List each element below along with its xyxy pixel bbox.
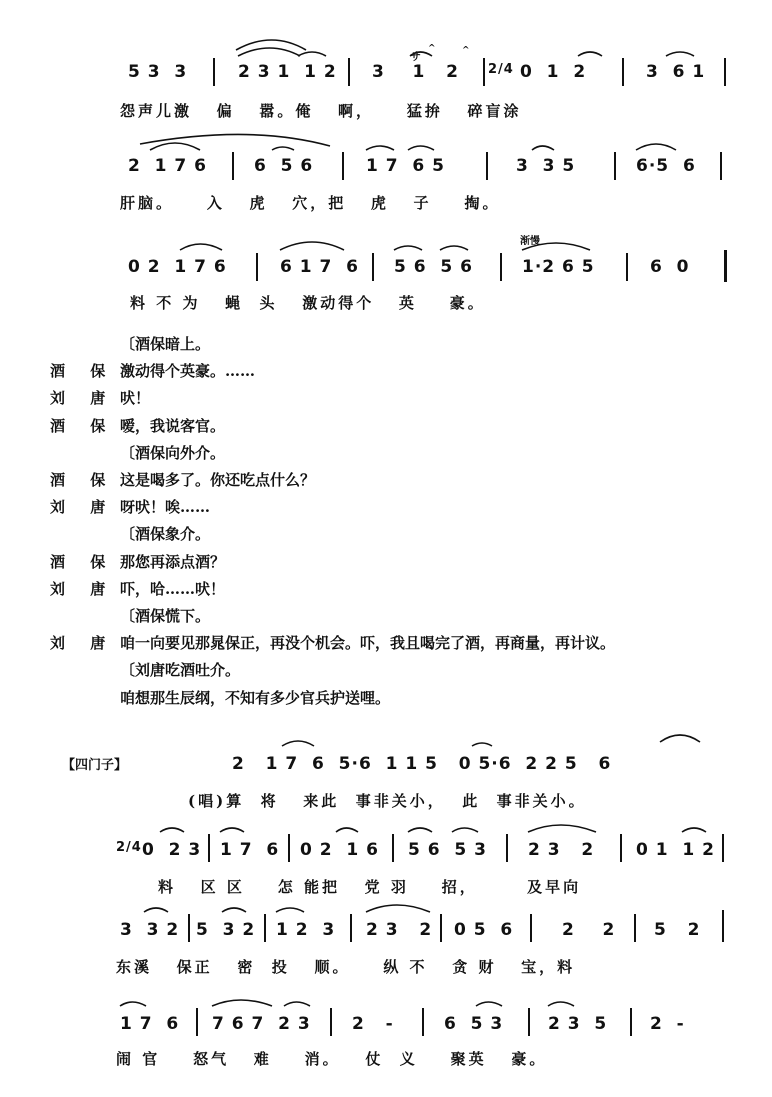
dialogue-text: 吓，哈……吠！ xyxy=(120,579,226,598)
notation-measure: 2 - xyxy=(650,1014,685,1034)
notation-measure: 2 - xyxy=(352,1014,394,1034)
notation-measure: 3 6 1 xyxy=(646,62,706,82)
lyric-line: 料 区 区 怎 能把 党 羽 招， 及早向 xyxy=(158,878,582,896)
notation-measure: 1 7 6 xyxy=(120,1014,180,1034)
stage-direction: 〔酒保象介。 xyxy=(120,525,211,544)
dialogue-text: 咱一向要见那晁保正，再没个机会。吓，我且喝完了酒，再商量，再计议。 xyxy=(120,634,616,653)
notation-measure: 2 3 2 xyxy=(366,920,433,940)
notation-measure: 5 3 2 xyxy=(196,920,256,940)
lyric-line: 怨声儿激 偏 嚣。俺 啊， 猛拚 碎盲涂 xyxy=(120,102,522,120)
speaker-name: 酒 保 xyxy=(50,416,116,435)
stage-direction: 咱想那生辰纲，不知有多少官兵护送哩。 xyxy=(120,688,391,707)
notation-measure: 3 1 2 xyxy=(372,62,459,82)
lyric-line: 东溪 保正 密 投 顺。 纵 不 贪 财 宝，料 xyxy=(116,958,576,976)
notation-measure: 0 2 3 xyxy=(142,840,202,860)
notation-measure: 7 6 7 2 3 xyxy=(212,1014,311,1034)
notation-measure: 6 5 6 xyxy=(254,156,314,176)
notation-measure: 3 3 2 xyxy=(120,920,180,940)
qupai-label: 【四门子】 xyxy=(62,758,128,773)
notation-measure: 2 2 xyxy=(562,920,616,940)
notation-measure: 6 1 7 6 xyxy=(280,257,359,277)
speaker-name: 酒 保 xyxy=(50,362,116,381)
notation-measure: 5 6 5 6 xyxy=(394,257,473,277)
notation-measure: 0 2 1 7 6 xyxy=(128,257,227,277)
dialogue-text: 嗳，我说客官。 xyxy=(120,416,226,435)
sa-mark: サ xyxy=(410,50,421,63)
time-signature: 2/4 xyxy=(488,62,514,77)
dialogue-text: 吠！ xyxy=(120,389,151,408)
notation-measure: 5 6 5 3 xyxy=(408,840,487,860)
tempo-mark: 渐慢 xyxy=(520,236,540,247)
speaker-name: 刘 唐 xyxy=(50,389,116,408)
fermata-mark: ^ xyxy=(462,46,470,56)
lyric-line: (唱)算 将 来此 事非关小， 此 事非关小。 xyxy=(188,792,587,810)
stage-direction: 〔刘唐吃酒吐介。 xyxy=(120,661,241,680)
notation-measure: 1 2 3 xyxy=(276,920,336,940)
notation-measure: 5 3 3 xyxy=(128,62,188,82)
notation-measure: 6·5 6 xyxy=(636,156,696,176)
dialogue-text: 这是喝多了。你还吃点什么？ xyxy=(120,471,316,489)
notation-measure: 2 3 1 1 2 xyxy=(238,62,337,82)
notation-measure: 0 2 1 6 xyxy=(300,840,379,860)
dialogue-text: 激动得个英豪。…… xyxy=(120,362,256,381)
speaker-name: 酒 保 xyxy=(50,552,116,571)
dialogue-text: 那您再添点酒？ xyxy=(120,552,226,571)
time-signature: 2/4 xyxy=(116,840,142,855)
lyric-line: 料 不 为 蝇 头 激动得个 英 豪。 xyxy=(130,294,486,312)
notation-measure: 6 5 3 xyxy=(444,1014,504,1034)
dialogue-text: 呀吠！唉…… xyxy=(120,498,211,517)
notation-measure: 1 7 6 5 xyxy=(366,156,445,176)
notation-measure: 6 0 xyxy=(650,257,690,277)
speaker-name: 刘 唐 xyxy=(50,579,116,598)
speaker-name: 刘 唐 xyxy=(50,634,116,653)
speaker-name: 刘 唐 xyxy=(50,498,116,517)
notation-measure: 0 1 1 2 xyxy=(636,840,715,860)
fermata-mark: ^ xyxy=(428,44,436,54)
notation-measure: 0 1 2 xyxy=(520,62,587,82)
notation-measure: 1·2 6 5 xyxy=(522,257,595,277)
notation-measure: 2 1 7 6 xyxy=(128,156,207,176)
stage-direction: 〔酒保向外介。 xyxy=(120,443,226,462)
lyric-line: 闹 官 怒气 难 消。 仗 义 聚英 豪。 xyxy=(116,1050,548,1068)
speaker-name: 酒 保 xyxy=(50,471,116,489)
stage-direction: 〔酒保暗上。 xyxy=(120,335,211,353)
notation-measure: 5 2 xyxy=(654,920,701,940)
notation-line: 2 1 7 6 5·6 1 1 5 0 5·6 2 2 5 6 xyxy=(232,754,612,774)
notation-measure: 0 5 6 xyxy=(454,920,514,940)
notation-measure: 2 3 2 xyxy=(528,840,595,860)
notation-measure: 3 3 5 xyxy=(516,156,576,176)
notation-measure: 2 3 5 xyxy=(548,1014,608,1034)
stage-direction: 〔酒保慌下。 xyxy=(120,607,211,625)
lyric-line: 肝脑。 入 虎 穴，把 虎 子 掏。 xyxy=(120,194,501,212)
notation-measure: 1 7 6 xyxy=(220,840,280,860)
